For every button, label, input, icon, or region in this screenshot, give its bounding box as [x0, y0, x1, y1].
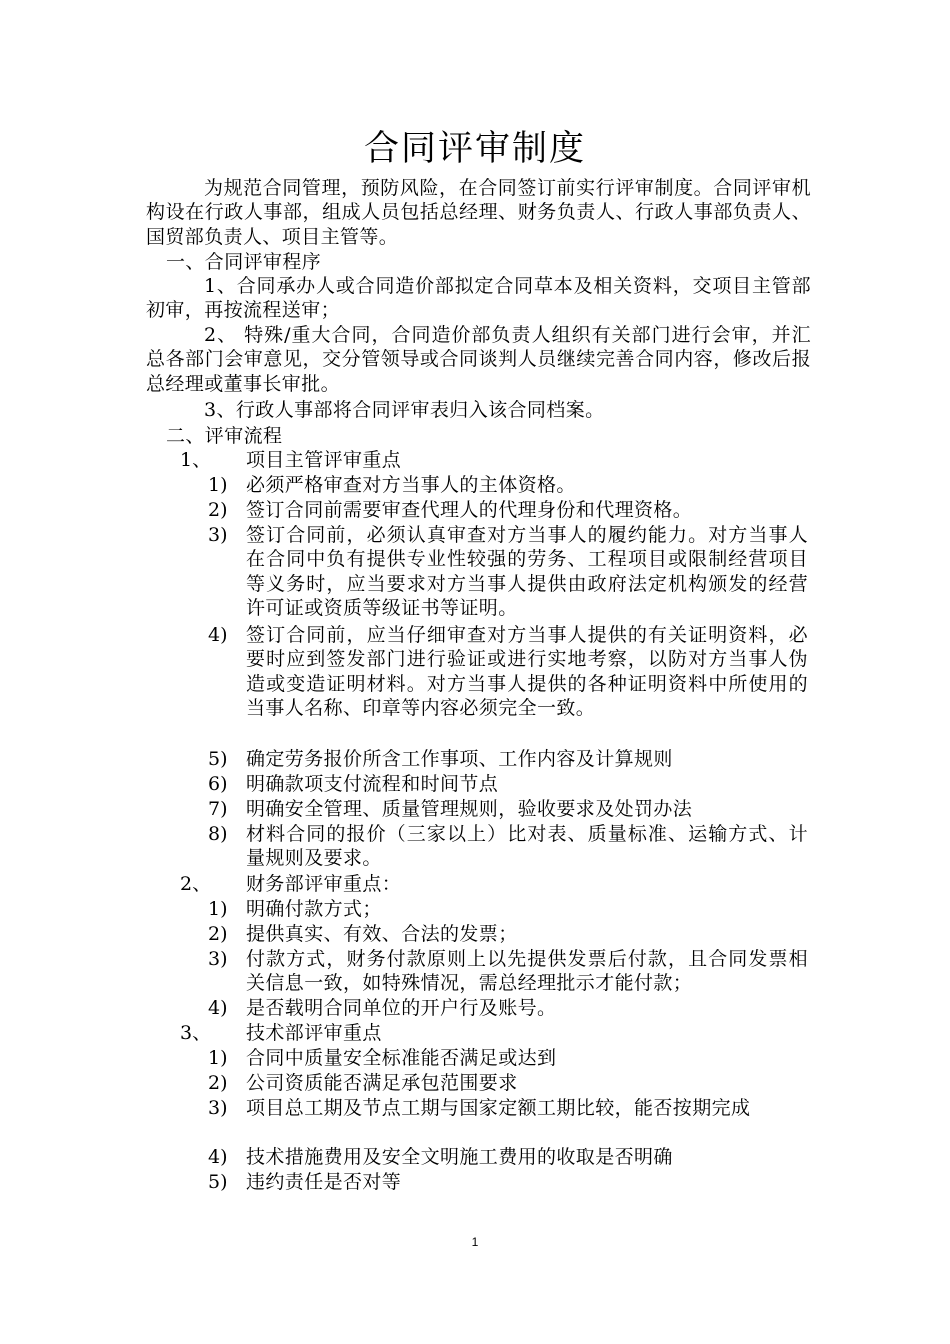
subsection-label-project-manager: 项目主管评审重点: [246, 449, 402, 471]
intro-paragraph: 为规范合同管理，预防风险，在合同签订前实行评审制度。合同评审机构设在行政人事部，组成人员包括总经理、财务负责人、行政人事部负责人、国贸部负责人、项目主管等。: [146, 177, 811, 248]
list-item-number: 3): [208, 524, 228, 546]
list-item-number: 1): [208, 474, 228, 496]
document-title: 合同评审制度: [363, 129, 586, 169]
list-item: [208, 822, 808, 871]
subsection-number: 3、: [180, 1022, 212, 1044]
list-item: [208, 523, 808, 621]
list-item: [208, 797, 808, 821]
list-item-number: 4): [208, 624, 228, 646]
list-item: [208, 1145, 808, 1169]
list-item: [208, 1096, 808, 1120]
list-item-text: 签订合同前，必须认真审查对方当事人的履约能力。对方当事人在合同中负有提供专业性较强的劳务、工程项目或限制经营项目等义务时，应当要求对方当事人提供由政府法定机构颁发的经营许可证或资质等级证书等证明。: [246, 524, 808, 620]
list-item: [208, 922, 808, 946]
list-item-number: 2): [208, 923, 228, 945]
list-item-text: 签订合同前，应当仔细审查对方当事人提供的有关证明资料，必要时应到签发部门进行验证或进行实地考察，以防对方当事人伪造或变造证明材料。对方当事人提供的各种证明资料中所使用的当事人名称、印章等内容必须完全一致。: [246, 624, 808, 720]
list-item-number: 6): [208, 773, 228, 795]
subsection-label-finance: 财务部评审重点：: [246, 873, 402, 895]
list-item-text: 确定劳务报价所含工作事项、工作内容及计算规则: [246, 748, 673, 770]
list-item-number: 5): [208, 748, 228, 770]
list-item-text: 违约责任是否对等: [246, 1171, 402, 1193]
list-item: [208, 1170, 808, 1194]
list-item-number: 4): [208, 1146, 228, 1168]
list-item-text: 明确款项支付流程和时间节点: [246, 773, 499, 795]
list-item: [208, 996, 808, 1020]
list-item-number: 1): [208, 898, 228, 920]
list-item-text: 明确安全管理、质量管理规则，验收要求及处罚办法: [246, 798, 693, 820]
list-item: [208, 897, 808, 921]
list-item-number: 3): [208, 1097, 228, 1119]
list-item-number: 4): [208, 997, 228, 1019]
section-heading-flow: 二、评审流程: [166, 425, 283, 447]
subsection-label-technical: 技术部评审重点: [246, 1022, 382, 1044]
list-item: [208, 473, 808, 497]
list-item-number: 5): [208, 1171, 228, 1193]
list-item-text: 付款方式，财务付款原则上以先提供发票后付款，且合同发票相关信息一致，如特殊情况，需总经理批示才能付款；: [246, 948, 808, 995]
list-item: [208, 623, 808, 721]
list-item: [208, 498, 808, 522]
list-item-number: 2): [208, 1072, 228, 1094]
procedure-item-1: 1、合同承办人或合同造价部拟定合同草本及相关资料，交项目主管部初审，再按流程送审；: [146, 275, 811, 322]
list-item-text: 公司资质能否满足承包范围要求: [246, 1072, 518, 1094]
list-item-text: 提供真实、有效、合法的发票；: [246, 923, 518, 945]
page-number: 1: [471, 1235, 479, 1249]
list-item-text: 技术措施费用及安全文明施工费用的收取是否明确: [246, 1146, 673, 1168]
list-item-text: 项目总工期及节点工期与国家定额工期比较，能否按期完成: [246, 1097, 751, 1119]
list-item-number: 2): [208, 499, 228, 521]
subsection-number: 2、: [180, 873, 212, 895]
list-item-text: 合同中质量安全标准能否满足或达到: [246, 1047, 557, 1069]
list-item-text: 材料合同的报价（三家以上）比对表、质量标准、运输方式、计量规则及要求。: [246, 823, 808, 870]
list-item: [208, 747, 808, 771]
list-item: [208, 1071, 808, 1095]
list-item-number: 8): [208, 823, 228, 845]
list-item-text: 签订合同前需要审查代理人的代理身份和代理资格。: [246, 499, 693, 521]
list-item-text: 必须严格审查对方当事人的主体资格。: [246, 474, 576, 496]
list-item: [208, 1046, 808, 1070]
procedure-item-2: 2、 特殊/重大合同，合同造价部负责人组织有关部门进行会审，并汇总各部门会审意见，交分管领导或合同谈判人员继续完善合同内容，修改后报总经理或董事长审批。: [146, 324, 811, 395]
list-item: [208, 772, 808, 796]
list-item-number: 7): [208, 798, 228, 820]
list-item-text: 是否载明合同单位的开户行及账号。: [246, 997, 557, 1019]
subsection-number: 1、: [180, 449, 212, 471]
list-item-number: 1): [208, 1047, 228, 1069]
procedure-item-3: 3、行政人事部将合同评审表归入该合同档案。: [204, 399, 605, 421]
section-heading-procedure: 一、合同评审程序: [166, 251, 322, 273]
list-item-text: 明确付款方式；: [246, 898, 382, 920]
list-item-number: 3): [208, 948, 228, 970]
list-item: [208, 947, 808, 996]
